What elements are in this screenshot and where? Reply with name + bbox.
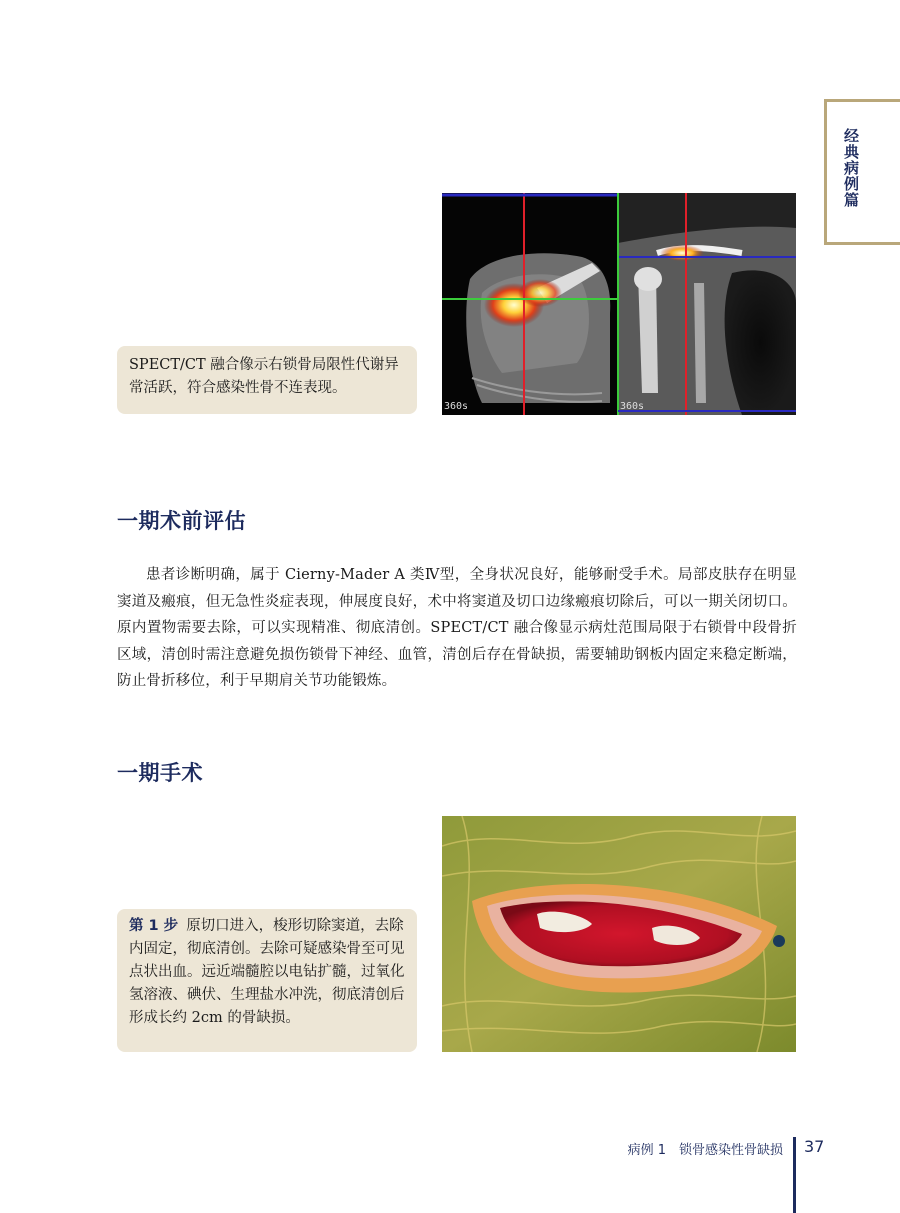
right-panel-label: 360s — [620, 401, 645, 412]
spect-ct-figure — [442, 193, 796, 415]
section-tab-label: 经典病例篇 — [842, 128, 860, 208]
figure1-caption-text: SPECT/CT 融合像示右锁骨局限性代谢异常活跃，符合感染性骨不连表现。 — [129, 357, 399, 396]
section-body-preop-assessment: 患者诊断明确，属于 Cierny-Mader A 类Ⅳ型，全身状况良好，能够耐受手术。局部皮肤存在明显窦道及瘢痕，但无急性炎症表现，伸展度良好，术中将窦道及切口边缘瘢痕切除后，可以一期关闭切口。原内置物需要去除，可以实现精准、彻底清创。SPECT/CT 融合像显示病灶范围局限于右锁骨中段骨折区域，清创时需注意避免损伤锁骨下神经、血管，清创后存在骨缺损，需要辅助钢板内固定来稳定断端，防止骨折移位，利于早期肩关节功能锻炼。 — [117, 567, 797, 689]
footer-rule — [793, 1137, 796, 1213]
page-number: 37 — [804, 1137, 825, 1156]
step-label: 第 1 步 — [129, 918, 179, 934]
section-heading-preop-assessment: 一期术前评估 — [117, 509, 246, 533]
section-heading-first-surgery: 一期手术 — [117, 761, 203, 785]
step1-caption — [117, 909, 417, 1052]
left-panel-label: 360s — [444, 401, 469, 412]
section-tab — [824, 99, 900, 245]
surgery-photo — [442, 816, 796, 1052]
figure1-caption — [117, 346, 417, 414]
footer-case-label: 病例 1 锁骨感染性骨缺损 — [627, 1143, 783, 1158]
spect-ct-image — [442, 193, 796, 415]
surgery-image — [442, 816, 796, 1052]
step-text: 原切口进入，梭形切除窦道，去除内固定，彻底清创。去除可疑感染骨至可见点状出血。远近端髓腔以电钻扩髓，过氧化氢溶液、碘伏、生理盐水冲洗，彻底清创后形成长约 2cm 的骨缺损。 — [129, 918, 405, 1026]
